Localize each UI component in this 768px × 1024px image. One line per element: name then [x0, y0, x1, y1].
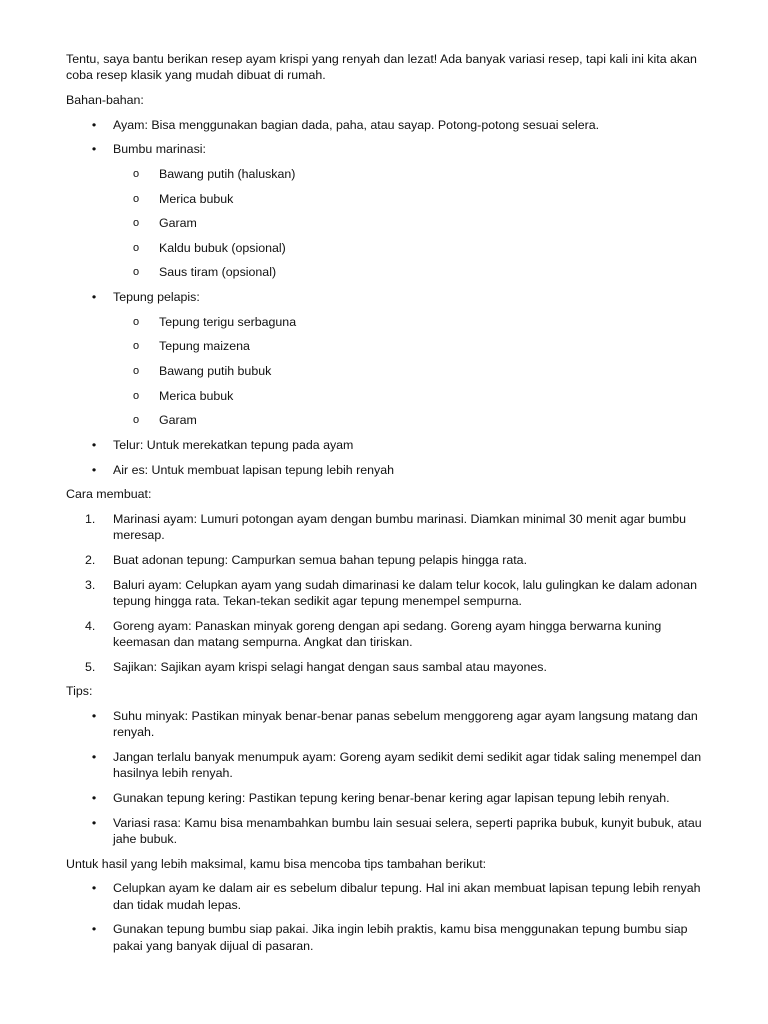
circle-bullet-icon: o [133, 414, 140, 427]
cara-heading: Cara membuat: [66, 487, 152, 502]
bullet-icon: • [91, 881, 97, 896]
circle-bullet-icon: o [133, 340, 140, 353]
step-number: 2. [85, 552, 96, 567]
bullet-icon: • [91, 142, 97, 157]
circle-bullet-icon: o [133, 266, 140, 279]
list-item: • Variasi rasa: Kamu bisa menambahkan bumbu lain sesuai selera, seperti paprika bubuk, kunyit bubuk, atau jahe bubuk. [66, 815, 708, 848]
list-item: • Celupkan ayam ke dalam air es sebelum dibalur tepung. Hal ini akan membuat lapisan tepung lebih renyah dan tidak mudah lepas. [66, 880, 708, 913]
sub-list-item: o Merica bubuk [133, 191, 234, 206]
list-item: • Bumbu marinasi: o Bawang putih (haluskan) o Merica bubuk o Garam o Kaldu bubuk (opsional) o Saus tiram (opsional) [66, 141, 708, 280]
list-item: • Gunakan tepung bumbu siap pakai. Jika ingin lebih praktis, kamu bisa menggunakan tepung bumbu siap pakai yang banyak dijual di pasaran. [66, 921, 708, 954]
list-item: • Telur: Untuk merekatkan tepung pada ayam [66, 437, 708, 453]
bullet-icon: • [91, 437, 97, 452]
bullet-icon: • [91, 708, 97, 723]
circle-bullet-icon: o [133, 241, 140, 254]
tips-heading: Tips: [66, 684, 93, 699]
bahan-heading: Bahan-bahan: [66, 92, 144, 107]
bullet-icon: • [91, 290, 97, 305]
bullet-icon: • [91, 117, 97, 132]
step-item: 1. Marinasi ayam: Lumuri potongan ayam dengan bumbu marinasi. Diamkan minimal 30 menit agar bumbu meresap. [85, 511, 687, 543]
extra-list [66, 880, 708, 954]
bullet-icon: • [91, 922, 97, 937]
step-item: 2. Buat adonan tepung: Campurkan semua bahan tepung pelapis hingga rata. [85, 552, 528, 567]
sub-list-item: o Bawang putih (haluskan) [133, 167, 296, 182]
bullet-icon: • [91, 815, 97, 830]
tips-list [66, 708, 708, 847]
extra-heading: Untuk hasil yang lebih maksimal, kamu bisa mencoba tips tambahan berikut: [66, 856, 487, 871]
list-item: • Ayam: Bisa menggunakan bagian dada, paha, atau sayap. Potong-potong sesuai selera. [66, 117, 708, 133]
bullet-icon: • [91, 749, 97, 764]
step-number: 1. [85, 511, 96, 526]
sub-list-item: o Tepung terigu serbaguna [133, 314, 297, 329]
step-number: 4. [85, 618, 96, 633]
circle-bullet-icon: o [133, 389, 140, 402]
bullet-icon: • [91, 790, 97, 805]
circle-bullet-icon: o [133, 192, 140, 205]
sub-list-item: o Kaldu bubuk (opsional) [133, 240, 286, 255]
step-item: 5. Sajikan: Sajikan ayam krispi selagi hangat dengan saus sambal atau mayones. [85, 659, 547, 674]
circle-bullet-icon: o [133, 168, 140, 181]
marinasi-sublist [113, 166, 708, 281]
sub-list-item: o Bawang putih bubuk [133, 363, 272, 378]
sub-list-item: o Garam [133, 413, 197, 428]
list-item: • Suhu minyak: Pastikan minyak benar-benar panas sebelum menggoreng agar ayam langsung matang dan renyah. [66, 708, 708, 741]
step-item: 4. Goreng ayam: Panaskan minyak goreng dengan api sedang. Goreng ayam hingga berwarna kuning keemasan dan matang sempurna. Angkat dan tiriskan. [85, 618, 662, 649]
intro-paragraph: Tentu, saya bantu berikan resep ayam krispi yang renyah dan lezat! Ada banyak variasi resep, tapi kali ini kita akan coba resep klasik yang mudah dibuat di rumah. [66, 52, 697, 83]
bahan-list [66, 117, 708, 478]
cara-list [66, 511, 708, 675]
sub-list-item: o Garam [133, 216, 197, 231]
step-item: 3. Baluri ayam: Celupkan ayam yang sudah dimarinasi ke dalam telur kocok, lalu gulingkan ke dalam adonan tepung hingga rata. Tekan-tekan sedikit agar tepung menempel sempurna. [85, 577, 698, 608]
sub-list-item: o Merica bubuk [133, 388, 234, 403]
circle-bullet-icon: o [133, 364, 140, 377]
list-item: • Jangan terlalu banyak menumpuk ayam: Goreng ayam sedikit demi sedikit agar tidak saling menempel dan hasilnya lebih renyah. [66, 749, 708, 782]
list-item: • Tepung pelapis: o Tepung terigu serbaguna o Tepung maizena o Bawang putih bubuk o Merica bubuk o Garam [66, 289, 708, 428]
list-item: • Gunakan tepung kering: Pastikan tepung kering benar-benar kering agar lapisan tepung lebih renyah. [66, 790, 708, 806]
list-item: • Air es: Untuk membuat lapisan tepung lebih renyah [66, 462, 708, 478]
circle-bullet-icon: o [133, 315, 140, 328]
tepung-sublist [113, 314, 708, 429]
circle-bullet-icon: o [133, 217, 140, 230]
step-number: 5. [85, 659, 96, 674]
step-number: 3. [85, 577, 96, 592]
sub-list-item: o Saus tiram (opsional) [133, 265, 277, 280]
bullet-icon: • [91, 462, 97, 477]
sub-list-item: o Tepung maizena [133, 339, 250, 354]
